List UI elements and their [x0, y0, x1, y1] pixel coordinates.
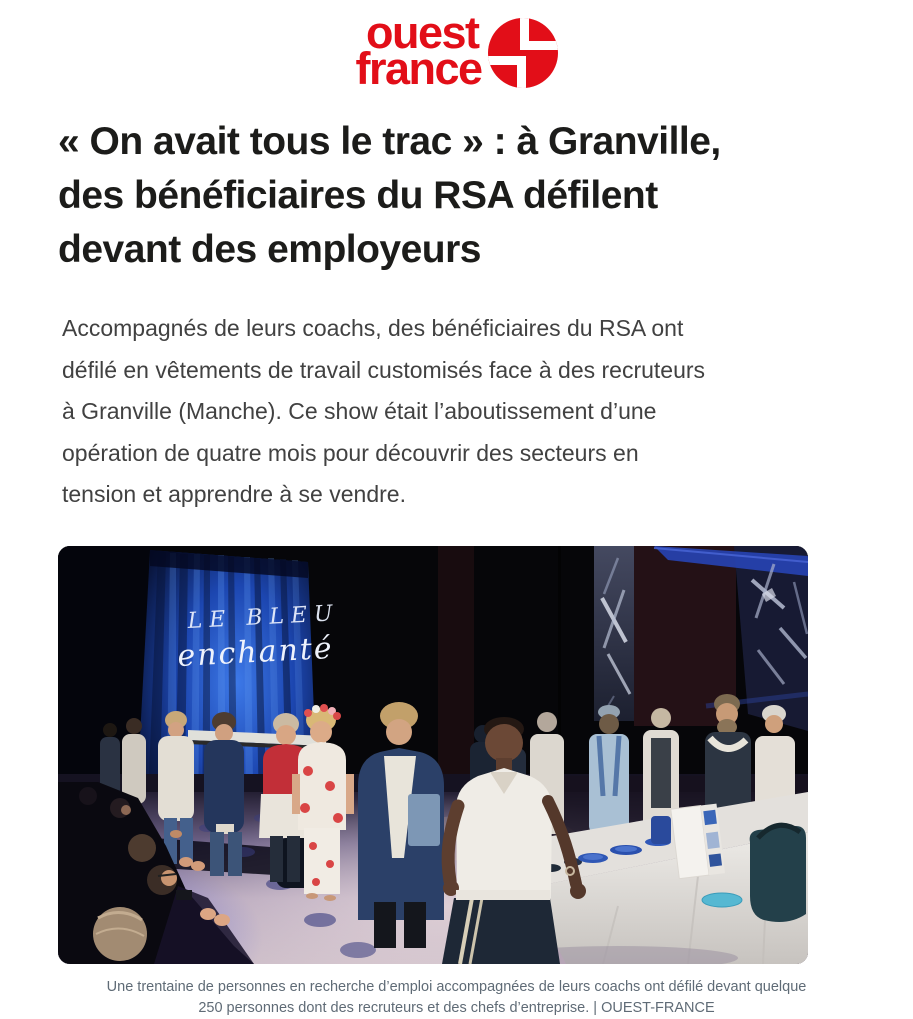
ouest-france-wordmark — [355, 7, 482, 94]
lead-line-5: tension et apprendre à se vendre. — [62, 481, 406, 507]
article-main — [0, 115, 913, 1019]
lead-line-4: opération de quatre mois pour découvrir des secteurs en — [62, 439, 639, 466]
headline-line-3: devant des employeurs — [58, 228, 481, 271]
article-headline — [0, 115, 913, 277]
article-photo — [58, 546, 808, 964]
logo-word-france: france — [355, 43, 482, 94]
caption-line-1: Une trentaine de personnes en recherche d’emploi accompagnées de leurs coachs ont défilé devant quelque — [106, 978, 807, 995]
ouest-france-logo-icon — [488, 18, 558, 88]
article-lead — [0, 308, 913, 516]
photo-caption — [0, 977, 913, 1019]
headline-line-2: des bénéficiaires du RSA défilent — [58, 174, 658, 217]
lead-line-2: défilé en vêtements de travail customisés face à des recruteurs — [62, 356, 706, 383]
table-book — [671, 803, 725, 878]
projection-streaks — [594, 546, 808, 731]
logo-word-ouest: ouest — [366, 7, 479, 58]
curtain-text-enchante: enchanté — [176, 630, 335, 674]
lead-line-1: Accompagnés de leurs coachs, des bénéficiaires du RSA ont — [62, 315, 684, 341]
table-bag — [750, 826, 806, 922]
article-figure — [0, 546, 913, 1019]
lead-line-3: à Granville (Manche). Ce show était l’aboutissement d’une — [62, 398, 657, 424]
caption-line-2: 250 personnes dont des recruteurs et des chefs d’entreprise. | OUEST-FRANCE — [198, 999, 715, 1016]
headline-line-1: « On avait tous le trac » : à Granville, — [58, 120, 721, 163]
ouest-france-logo[interactable] — [355, 7, 557, 94]
masthead — [0, 0, 913, 94]
fashion-show-illustration — [58, 546, 808, 964]
curtain-text-le-bleu: LE BLEU — [187, 600, 341, 634]
